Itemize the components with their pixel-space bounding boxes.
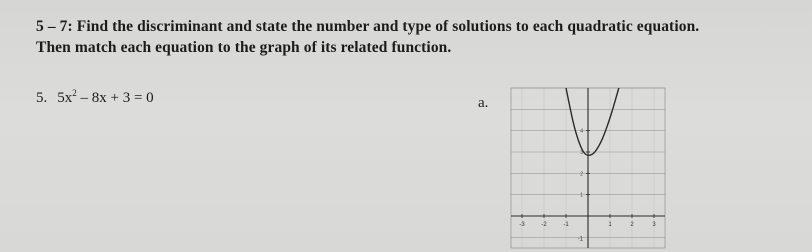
problem-number: 5. [36,90,48,106]
instructions-text-1: Find the discriminant and state the number and type of solutions to each quadratic equation. [76,18,700,35]
y-tick-label: 1 [580,192,583,199]
x-tick-label: 1 [608,222,612,228]
y-tick-label: 2 [580,171,583,178]
x-tick-label: -3 [519,222,525,228]
instructions [36,16,699,58]
equation-lead: 5x [57,90,73,106]
equation-tail: – 8x + 3 = 0 [76,90,154,106]
graph-choice-label: a. [478,95,489,111]
x-tick-label: -2 [541,222,547,228]
instructions-line-2: Then match each equation to the graph of its related function. [36,39,452,56]
parabola-curve [566,84,628,155]
x-tick-label: 2 [630,222,634,228]
equation-exponent: 2 [72,88,77,98]
y-tick-label-negative: -1 [577,236,583,243]
y-tick-label: 4 [580,128,583,135]
x-tick-label: 3 [652,222,656,228]
graph-a [503,84,673,252]
instructions-line-1 [36,16,699,37]
problem-range: 5 – 7: [36,18,73,35]
problem-5 [36,88,154,107]
x-tick-label: -1 [563,222,569,228]
quadratic-equation [57,88,153,107]
y-tick-label: 3 [580,150,583,156]
